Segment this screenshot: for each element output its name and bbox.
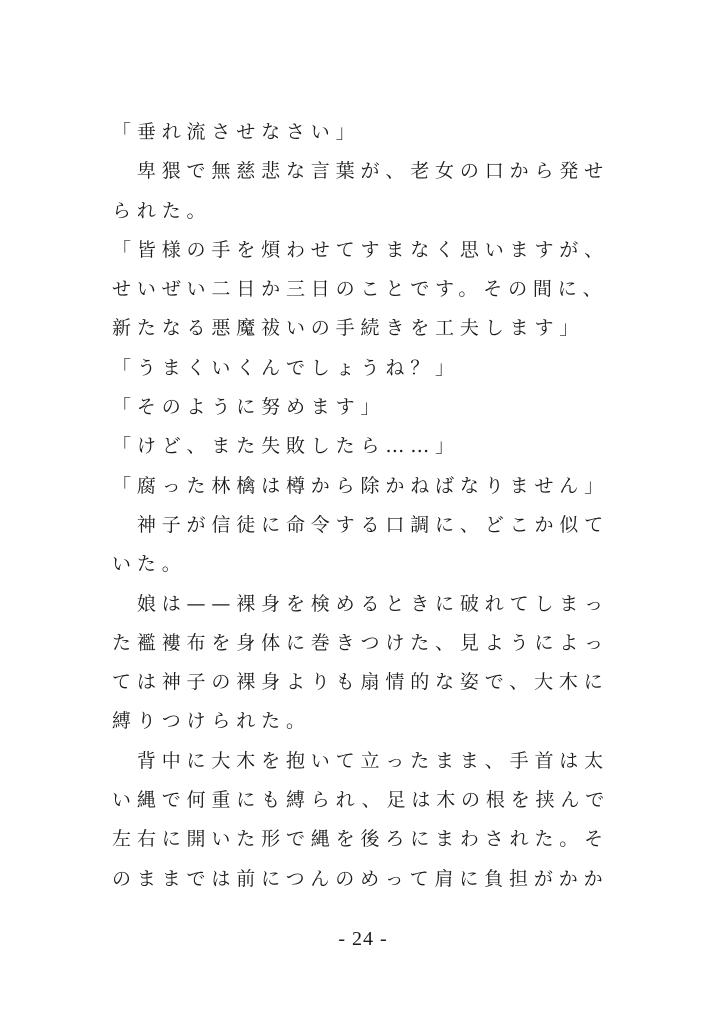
text-line: せいぜい二日か三日のことです。その間に、: [112, 278, 608, 301]
page-number: - 24 -: [338, 928, 388, 950]
text-line: た襤褸布を身体に巻きつけた、見ようによっ: [112, 631, 610, 654]
text-line: 神子が信徒に命令する口調に、どこか似て: [112, 513, 610, 536]
body-text: [112, 113, 612, 899]
text-line: 背中に大木を抱いて立ったまま、手首は太: [112, 749, 610, 772]
text-line: 「垂れ流させなさい」: [112, 121, 361, 143]
text-line: 卑猥で無慈悲な言葉が、老女の口から発せ: [112, 160, 610, 183]
text-line: 縛りつけられた。: [112, 710, 311, 733]
text-line: 娘は——裸身を検めるときに破れてしまっ: [112, 592, 610, 615]
text-line: いた。: [112, 553, 187, 576]
text-line: のままでは前につんのめって肩に負担がかか: [112, 867, 609, 890]
text-line: ては神子の裸身よりも扇情的な姿で、大木に: [112, 671, 609, 694]
text-line: 「皆様の手を煩わせてすまなく思いますが、: [112, 238, 610, 261]
text-line: 「けど、また失敗したら……」: [112, 435, 460, 458]
text-line: 「腐った林檎は樽から除かねばなりません」: [112, 474, 610, 497]
text-line: られた。: [112, 199, 212, 222]
text-line: 「そのように努めます」: [112, 396, 386, 419]
text-line: 新たなる悪魔祓いの手続きを工夫します」: [112, 317, 585, 340]
text-line: 左右に開いた形で縄を後ろにまわされた。そ: [112, 828, 610, 851]
text-line: い縄で何重にも縛られ、足は木の根を挟んで: [112, 789, 611, 812]
text-line: 「うまくいくんでしょうね？」: [112, 356, 460, 379]
